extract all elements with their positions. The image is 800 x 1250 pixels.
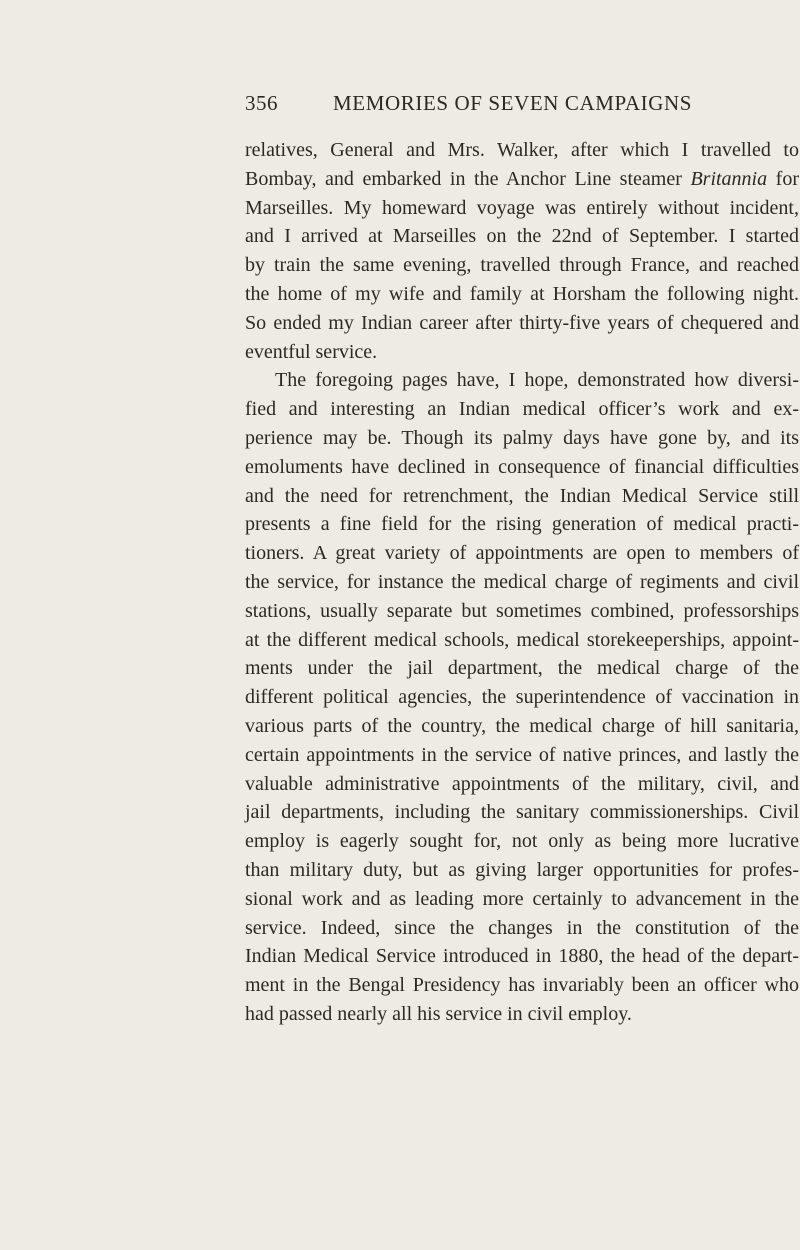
text-line: sional work and as leading more certainly to advancement in the — [245, 887, 799, 910]
text-line: various parts of the country, the medical charge of hill sanitaria, — [245, 715, 799, 737]
text-line: and the need for retrenchment, the Indian Medical Service still — [245, 484, 799, 507]
text-segment: Bombay, and embarked in the Anchor Line steamer — [245, 167, 691, 190]
text-line: tioners. A great variety of appointments are open to members of — [245, 542, 799, 565]
text-line: and I arrived at Marseilles on the 22nd of September. I started — [245, 225, 799, 248]
text-line: The foregoing pages have, I hope, demonstrated how diversi- — [275, 369, 799, 392]
text-line: perience may be. Though its palmy days have gone by, and its — [245, 427, 799, 449]
text-line — [245, 167, 799, 191]
text-line: stations, usually separate but sometimes combined, professorships — [245, 599, 799, 622]
running-title: MEMORIES OF SEVEN CAMPAIGNS — [333, 91, 693, 115]
text-line: the home of my wife and family at Horsham the following night. — [245, 283, 799, 305]
text-line: ments under the jail department, the medical charge of the — [245, 657, 799, 680]
text-line: had passed nearly all his service in civil employ. — [245, 1003, 632, 1025]
text-line: at the different medical schools, medical storekeeperships, appoint- — [245, 628, 799, 651]
text-line: by train the same evening, travelled through France, and reached — [245, 254, 799, 277]
text-segment: for — [767, 167, 799, 190]
text-line: service. Indeed, since the changes in the constitution of the — [245, 916, 799, 939]
text-line: valuable administrative appointments of the military, civil, and — [245, 772, 799, 795]
text-line: relatives, General and Mrs. Walker, after which I travelled to — [245, 139, 799, 161]
page-number: 356 — [245, 91, 278, 115]
text-line: certain appointments in the service of native princes, and lastly the — [245, 743, 799, 766]
text-line: emoluments have declined in consequence of financial difficulties — [245, 455, 799, 478]
text-line: eventful service. — [245, 340, 378, 363]
text-line: ment in the Bengal Presidency has invariably been an officer who — [245, 974, 799, 997]
text-line: than military duty, but as giving larger opportunities for profes- — [245, 859, 799, 881]
text-line: Indian Medical Service introduced in 1880, the head of the depart- — [245, 945, 799, 968]
ship-name: Britannia — [690, 167, 768, 190]
text-line: Marseilles. My homeward voyage was entirely without incident, — [245, 196, 799, 219]
page-header — [245, 91, 800, 121]
text-line: employ is eagerly sought for, not only as being more lucrative — [245, 830, 799, 853]
text-line: presents a fine field for the rising generation of medical practi- — [245, 513, 799, 536]
text-line: different political agencies, the superintendence of vaccination in — [245, 686, 799, 709]
text-line: the service, for instance the medical charge of regiments and civil — [245, 571, 799, 593]
text-line: So ended my Indian career after thirty-five years of chequered and — [245, 311, 799, 334]
text-line: jail departments, including the sanitary commissionerships. Civil — [245, 801, 799, 824]
text-line: fied and interesting an Indian medical officer’s work and ex- — [245, 398, 799, 421]
